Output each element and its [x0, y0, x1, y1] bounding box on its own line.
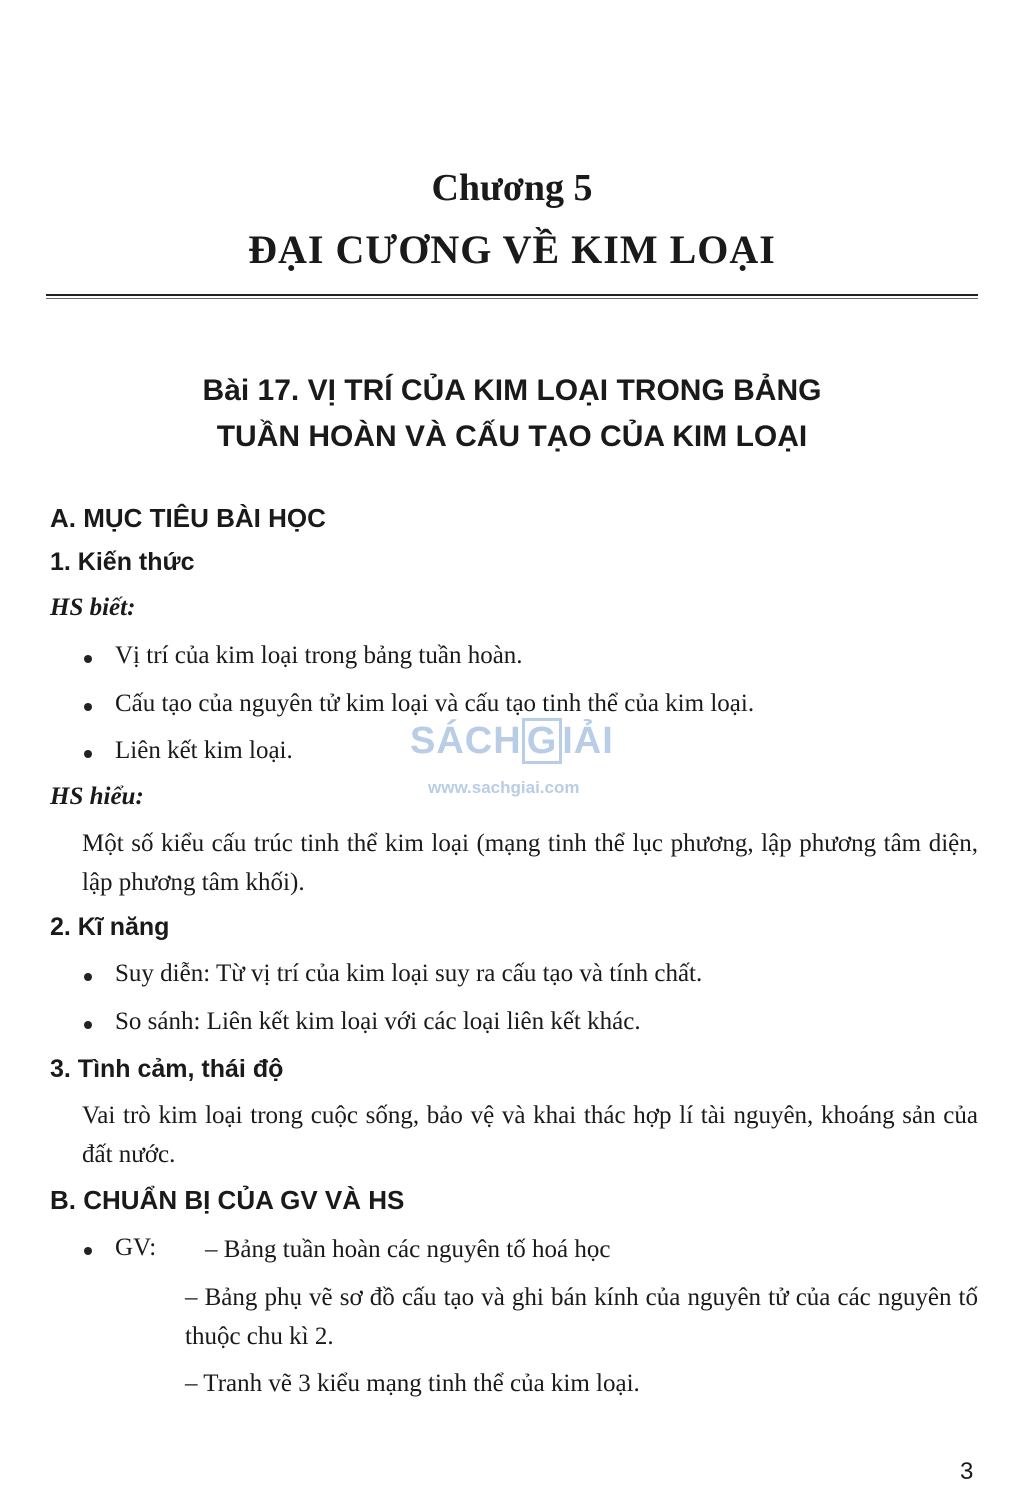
- skills-heading: 2. Kĩ năng: [50, 913, 170, 941]
- chapter-number: Chương 5: [431, 167, 593, 209]
- knowledge-heading: 1. Kiến thức: [50, 548, 195, 576]
- chapter-divider: [46, 294, 978, 296]
- section-b-heading: B. CHUẨN BỊ CỦA GV VÀ HS: [50, 1185, 405, 1215]
- list-item-text: Suy diễn: Từ vị trí của kim loại suy ra cấu tạo và tính chất.: [115, 960, 703, 987]
- bullet-icon: [84, 655, 92, 663]
- watermark-brand-box: G: [522, 718, 563, 764]
- gv-label: GV:: [115, 1234, 157, 1261]
- attitude-heading: 3. Tình cảm, thái độ: [50, 1055, 284, 1083]
- watermark-brand-right: IẢI: [562, 720, 614, 762]
- bullet-icon: [84, 750, 92, 758]
- gv-item: – Tranh vẽ 3 kiểu mạng tinh thể của kim loại.: [185, 1370, 640, 1397]
- gv-item: – Bảng phụ vẽ sơ đồ cấu tạo và ghi bán kính của nguyên tử của các nguyên tố thuộc chu kì 2.: [185, 1284, 978, 1350]
- page-number: 3: [960, 1458, 974, 1485]
- hs-understand-label: HS hiểu:: [50, 783, 144, 810]
- list-item-text: Vị trí của kim loại trong bảng tuần hoàn.: [115, 642, 523, 669]
- list-item-text: So sánh: Liên kết kim loại với các loại liên kết khác.: [115, 1008, 641, 1035]
- bullet-icon: [84, 1247, 92, 1255]
- bullet-icon: [84, 1021, 92, 1029]
- hs-understand-text: Một số kiểu cấu trúc tinh thể kim loại (mạng tinh thể lục phương, lập phương tâm diện, lập phương tâm khối).: [82, 830, 978, 896]
- watermark: [410, 718, 620, 808]
- bullet-icon: [84, 973, 92, 981]
- chapter-divider-thin: [46, 298, 978, 299]
- lesson-title-line-2: TUẦN HOÀN VÀ CẤU TẠO CỦA KIM LOẠI: [216, 420, 808, 453]
- attitude-text: Vai trò kim loại trong cuộc sống, bảo vệ và khai thác hợp lí tài nguyên, khoáng sản của đất nước.: [82, 1102, 978, 1168]
- chapter-title: ĐẠI CƯƠNG VỀ KIM LOẠI: [248, 227, 776, 272]
- gv-item: – Bảng tuần hoàn các nguyên tố hoá học: [205, 1236, 611, 1263]
- section-a-heading: A. MỤC TIÊU BÀI HỌC: [50, 503, 326, 533]
- list-item-text: Cấu tạo của nguyên tử kim loại và cấu tạo tinh thể của kim loại.: [115, 690, 755, 717]
- watermark-logo: [410, 718, 614, 764]
- lesson-title: [0, 368, 1024, 460]
- watermark-brand-left: SÁCH: [410, 720, 522, 762]
- list-item-text: Liên kết kim loại.: [115, 737, 293, 764]
- watermark-url: www.sachgiai.com: [428, 778, 580, 797]
- hs-know-label: HS biết:: [50, 594, 136, 621]
- bullet-icon: [84, 703, 92, 711]
- lesson-title-line-1: Bài 17. VỊ TRÍ CỦA KIM LOẠI TRONG BẢNG: [202, 374, 822, 407]
